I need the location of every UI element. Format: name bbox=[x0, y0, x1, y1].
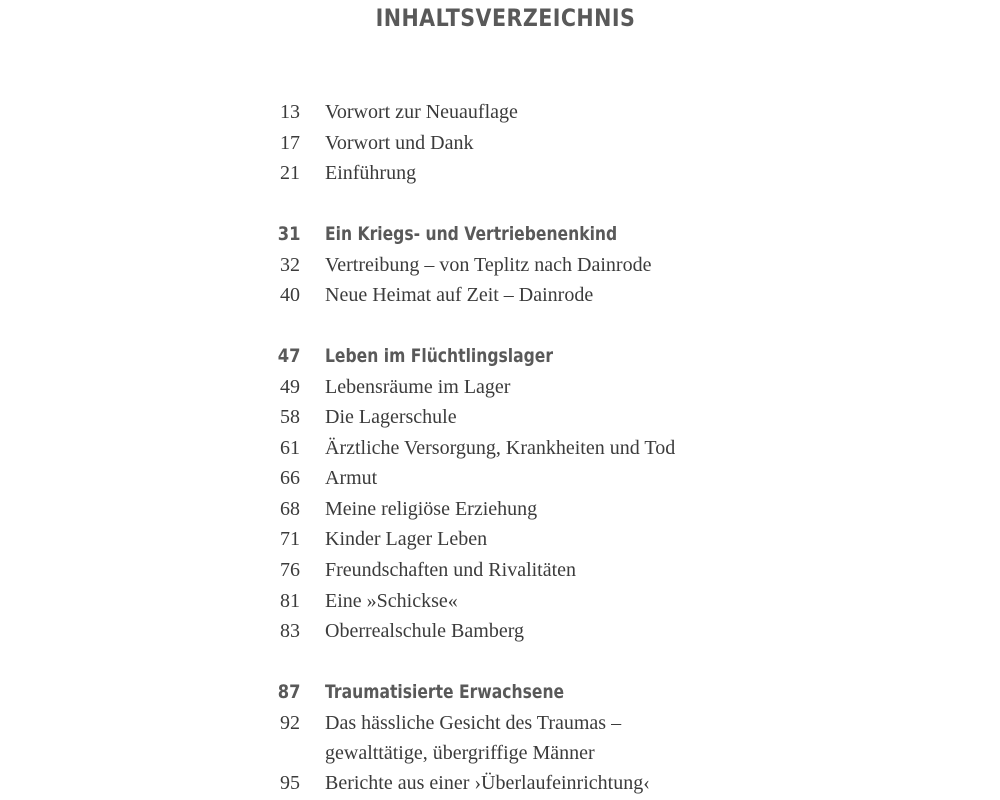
toc-page-number: 49 bbox=[280, 376, 300, 398]
toc-page-number: 61 bbox=[280, 437, 300, 459]
toc-page-number: 13 bbox=[280, 101, 300, 123]
toc-entry-title: Vertreibung – von Teplitz nach Dainrode bbox=[325, 254, 652, 276]
toc-page-number: 32 bbox=[280, 254, 300, 276]
toc-entry bbox=[0, 250, 1000, 280]
toc-entry bbox=[0, 97, 1000, 127]
toc-page-number: 68 bbox=[280, 498, 300, 520]
toc-entry bbox=[0, 433, 1000, 463]
toc-entry-title: Kinder Lager Leben bbox=[325, 528, 488, 550]
toc-entry-title: Meine religiöse Erziehung bbox=[325, 498, 538, 520]
toc-entry-title: Berichte aus einer ›Überlaufeinrichtung‹ bbox=[325, 772, 650, 794]
toc-section-title: Leben im Flüchtlingslager bbox=[325, 345, 554, 367]
toc-page-number: 87 bbox=[277, 681, 300, 703]
toc-page-number: 47 bbox=[277, 345, 300, 367]
toc-page-number: 71 bbox=[280, 528, 300, 550]
toc-entry-title: Armut bbox=[325, 467, 378, 489]
toc-entry-title: Ärztliche Versorgung, Krankheiten und Tod bbox=[325, 437, 676, 459]
toc-entry bbox=[0, 586, 1000, 616]
toc-entry bbox=[0, 158, 1000, 188]
toc-entry bbox=[0, 524, 1000, 554]
toc-title: INHALTSVERZEICHNIS bbox=[375, 4, 636, 32]
toc-entry-title: Oberrealschule Bamberg bbox=[325, 620, 524, 642]
toc-entry bbox=[0, 555, 1000, 585]
toc-entry-title: Die Lagerschule bbox=[325, 406, 457, 428]
toc-entry-title: Freundschaften und Rivalitäten bbox=[325, 559, 577, 581]
toc-page-number: 66 bbox=[280, 467, 300, 489]
toc-entry bbox=[0, 372, 1000, 402]
toc-section-heading bbox=[0, 219, 1000, 249]
toc-entry bbox=[0, 280, 1000, 310]
toc-entry bbox=[0, 616, 1000, 646]
toc-page-number: 95 bbox=[280, 772, 300, 794]
toc-section-title: Ein Kriegs- und Vertriebenenkind bbox=[325, 223, 618, 245]
toc-section-title: Traumatisierte Erwachsene bbox=[325, 681, 565, 703]
toc-entry-title: Lebensräume im Lager bbox=[325, 376, 511, 398]
toc-page-number: 83 bbox=[280, 620, 300, 642]
toc-page-number: 81 bbox=[280, 590, 300, 612]
toc-entry-title: gewalttätige, übergriffige Männer bbox=[325, 742, 595, 764]
toc-page-number: 31 bbox=[277, 223, 300, 245]
toc-entry-title: Das hässliche Gesicht des Traumas – bbox=[325, 712, 622, 734]
toc-page-number: 17 bbox=[280, 132, 300, 154]
toc-entry bbox=[0, 768, 1000, 798]
toc-entry bbox=[0, 708, 1000, 738]
toc-page-number: 21 bbox=[280, 162, 300, 184]
toc-entry-title: Vorwort und Dank bbox=[325, 132, 474, 154]
toc-section-heading bbox=[0, 341, 1000, 371]
toc-entry-title: Vorwort zur Neuauflage bbox=[325, 101, 518, 123]
toc-section-heading bbox=[0, 677, 1000, 707]
toc-entry bbox=[0, 494, 1000, 524]
toc-entry-title: Neue Heimat auf Zeit – Dainrode bbox=[325, 284, 594, 306]
toc-page-number: 58 bbox=[280, 406, 300, 428]
toc-page-number: 40 bbox=[280, 284, 300, 306]
toc-page-number: 92 bbox=[280, 712, 300, 734]
toc-entry-continuation bbox=[0, 738, 1000, 768]
toc-entry bbox=[0, 402, 1000, 432]
toc-entry bbox=[0, 463, 1000, 493]
toc-entry-title: Einführung bbox=[325, 162, 417, 184]
toc-entry-title: Eine »Schickse« bbox=[325, 590, 458, 612]
toc-entry bbox=[0, 128, 1000, 158]
toc-page-number: 76 bbox=[280, 559, 300, 581]
